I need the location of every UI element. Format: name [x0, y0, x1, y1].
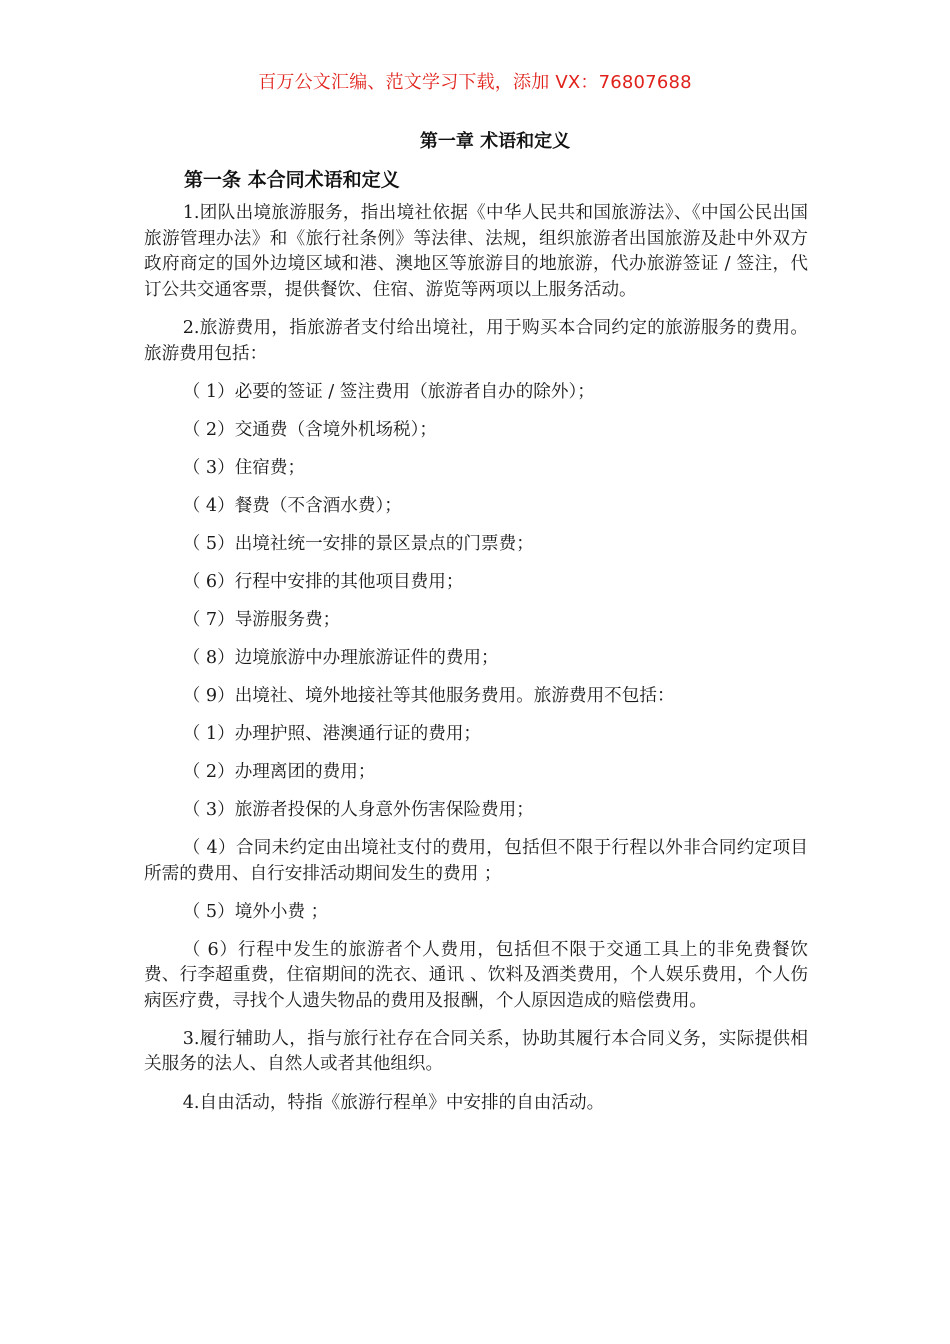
excluded-item-5: （ 5）境外小费 ；	[182, 901, 329, 922]
included-item-1: （ 1）必要的签证 / 签注费用（旅游者自办的除外）；	[182, 382, 595, 402]
excluded-item-6: （ 6）行程中发生的旅游者个人费用，包括但不限于交通工具上的非免费餐饮费、行李超重费，住宿期间的洗衣、通讯 、饮料及酒类费用，个人娱乐费用，个人伤病医疗费，寻找个人遗失物品的费用及报酬，个人原因造成的赔偿费用。	[144, 939, 808, 1011]
included-item-7: （ 7）导游服务费；	[182, 610, 341, 630]
excluded-item-4: （ 4）合同未约定由出境社支付的费用，包括但不限于行程以外非合同约定项目所需的费用、自行安排活动期间发生的费用 ；	[144, 838, 808, 884]
included-item-5: （ 5）出境社统一安排的景区景点的门票费；	[182, 534, 534, 554]
included-item-2: （ 2）交通费（含境外机场税）；	[182, 420, 438, 440]
excluded-item-1: （ 1）办理护照、港澳通行证的费用；	[182, 724, 482, 744]
included-item-4: （ 4）餐费（不含酒水费）；	[182, 496, 402, 516]
article-title: 第一条 本合同术语和定义	[184, 169, 400, 191]
paragraph-definition-3: 3.履行辅助人，指与旅行社存在合同关系，协助其履行本合同义务，实际提供相关服务的法人、自然人或者其他组织。	[144, 1028, 808, 1074]
included-item-8: （ 8）边境旅游中办理旅游证件的费用；	[182, 648, 499, 668]
excluded-item-3: （ 3）旅游者投保的人身意外伤害保险费用；	[182, 800, 534, 820]
included-item-9: （ 9）出境社、境外地接社等其他服务费用。旅游费用不包括：	[182, 686, 675, 706]
document-body	[144, 201, 808, 1116]
included-item-6: （ 6）行程中安排的其他项目费用；	[182, 572, 464, 592]
paragraph-definition-1: 1.团队出境旅游服务，指出境社依据《中华人民共和国旅游法》、《中国公民出国旅游管理办法》和《旅行社条例》等法律、法规，组织旅游者出国旅游及赴中外双方政府商定的国外边境区域和港、澳地区等旅游目的地旅游，代办旅游签证 / 签注，代订公共交通客票，提供餐饮、住宿、游览等两项以上服务活动。	[144, 203, 808, 300]
excluded-item-2: （ 2）办理离团的费用；	[182, 762, 376, 782]
paragraph-definition-4: 4.自由活动，特指《旅游行程单》中安排的自由活动。	[182, 1092, 605, 1113]
watermark-banner: 百万公文汇编、范文学习下载，添加 VX：76807688	[258, 72, 692, 93]
chapter-title: 第一章 术语和定义	[419, 131, 571, 152]
paragraph-definition-2: 2.旅游费用，指旅游者支付给出境社，用于购买本合同约定的旅游服务的费用。旅游费用包括：	[144, 318, 808, 364]
included-item-3: （ 3）住宿费；	[182, 458, 306, 478]
